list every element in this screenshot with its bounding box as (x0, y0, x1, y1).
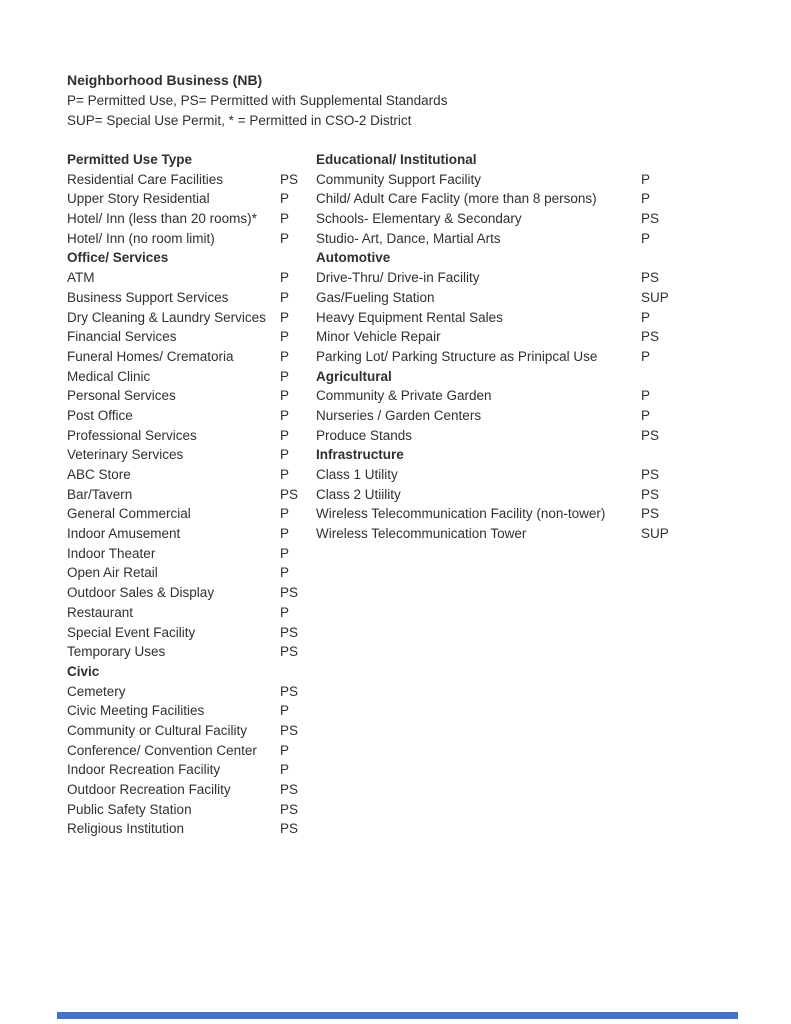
use-row (67, 268, 317, 288)
permission-code: PS (641, 211, 660, 227)
use-name: Minor Vehicle Repair (316, 329, 441, 345)
permission-code: P (280, 289, 290, 305)
use-name: Business Support Services (67, 289, 229, 305)
section-header-row (316, 150, 716, 170)
permission-code: P (280, 467, 290, 482)
use-name: Public Safety Station (67, 801, 192, 817)
use-row (67, 485, 317, 505)
permission-code: PS (280, 782, 299, 797)
use-row (67, 524, 317, 544)
use-row (67, 229, 317, 249)
use-name: Indoor Theater (67, 545, 156, 561)
use-name: Class 1 Utility (316, 467, 398, 482)
permission-code: P (280, 191, 290, 207)
section-header-row (67, 150, 317, 170)
footer-rule (57, 1012, 738, 1019)
use-row (67, 189, 317, 209)
use-row (316, 189, 716, 209)
use-row (67, 819, 317, 839)
use-row (67, 623, 317, 643)
section-header-label: Agricultural (316, 368, 392, 384)
permitted-use-table-right-column (316, 150, 716, 544)
use-row (67, 780, 317, 800)
permission-code: P (641, 191, 651, 207)
permission-code: P (280, 368, 290, 384)
use-row (316, 465, 716, 485)
permitted-use-table-left-column (67, 150, 317, 839)
permission-code: P (280, 388, 290, 404)
use-row (67, 347, 317, 367)
use-row (67, 406, 317, 426)
permission-code: SUP (641, 526, 669, 542)
use-row (67, 288, 317, 308)
permission-code: P (280, 309, 290, 325)
use-row (316, 386, 716, 406)
use-name: Heavy Equipment Rental Sales (316, 309, 503, 325)
use-row (316, 347, 716, 367)
use-row (67, 603, 317, 623)
use-row (67, 800, 317, 820)
use-name: Wireless Telecommunication Tower (316, 526, 527, 542)
use-row (316, 308, 716, 328)
permission-code: PS (641, 506, 660, 522)
section-header-label: Infrastructure (316, 447, 404, 463)
permission-code: PS (280, 821, 299, 837)
permission-code: PS (641, 486, 660, 502)
permission-code: P (641, 171, 651, 187)
legend-line-1: P= Permitted Use, PS= Permitted with Supplemental Standards (67, 92, 448, 108)
use-name: Restaurant (67, 604, 134, 620)
permission-code: P (641, 348, 651, 364)
permission-code: P (641, 388, 651, 404)
use-name: Special Event Facility (67, 624, 196, 640)
use-row (67, 445, 317, 465)
section-header-label: Automotive (316, 250, 391, 266)
use-row (67, 642, 317, 662)
use-name: Funeral Homes/ Crematoria (67, 348, 234, 364)
use-name: Cemetery (67, 683, 126, 699)
use-name: Outdoor Recreation Facility (67, 782, 231, 797)
use-row (67, 544, 317, 564)
permission-code: P (280, 270, 290, 286)
use-name: ABC Store (67, 467, 131, 482)
use-row (67, 701, 317, 721)
use-name: Upper Story Residential (67, 191, 210, 207)
use-name: Residential Care Facilities (67, 171, 224, 187)
use-name: Personal Services (67, 388, 176, 404)
use-row (316, 426, 716, 446)
use-row (316, 209, 716, 229)
permission-code: PS (280, 486, 299, 502)
permission-code: PS (280, 644, 299, 660)
use-name: Produce Stands (316, 427, 413, 443)
use-row (67, 465, 317, 485)
section-header-row (67, 662, 317, 682)
use-name: Temporary Uses (67, 644, 166, 660)
use-name: Veterinary Services (67, 447, 184, 463)
use-name: Indoor Recreation Facility (67, 762, 221, 778)
permission-code: PS (280, 722, 299, 738)
permission-code: P (280, 526, 290, 542)
use-name: Medical Clinic (67, 368, 151, 384)
permission-code: P (280, 407, 290, 423)
use-row (316, 406, 716, 426)
use-row (316, 485, 716, 505)
use-row (67, 721, 317, 741)
section-header-label: Civic (67, 663, 100, 679)
use-name: Indoor Amusement (67, 526, 181, 542)
permission-code: P (641, 407, 651, 423)
permission-code: P (280, 447, 290, 463)
section-header-row (316, 248, 716, 268)
use-name: Religious Institution (67, 821, 185, 837)
use-name: Hotel/ Inn (less than 20 rooms)* (67, 211, 257, 227)
section-header-label: Educational/ Institutional (316, 152, 477, 167)
permission-code: P (280, 230, 290, 246)
use-row (316, 524, 716, 544)
permission-code: P (280, 329, 290, 345)
use-row (67, 583, 317, 603)
use-row (67, 386, 317, 406)
use-name: Community or Cultural Facility (67, 722, 248, 738)
use-name: Open Air Retail (67, 565, 158, 581)
use-name: Community Support Facility (316, 171, 482, 187)
permission-code: P (280, 506, 290, 522)
section-header-row (316, 445, 716, 465)
permission-code: P (280, 742, 290, 758)
legend-line-2: SUP= Special Use Permit, * = Permitted in CSO-2 District (67, 113, 412, 129)
permission-code: PS (641, 427, 660, 443)
permission-code: P (280, 565, 290, 581)
permission-code: P (280, 703, 290, 719)
permission-code: PS (641, 270, 660, 286)
permission-code: P (280, 427, 290, 443)
use-name: Conference/ Convention Center (67, 742, 257, 758)
permission-code: P (641, 230, 651, 246)
use-row (67, 563, 317, 583)
permission-code: PS (280, 801, 299, 817)
permission-code: P (641, 309, 651, 325)
use-row (316, 327, 716, 347)
permission-code: PS (641, 467, 660, 482)
use-name: Civic Meeting Facilities (67, 703, 205, 719)
permission-code: P (280, 762, 290, 778)
use-name: Hotel/ Inn (no room limit) (67, 230, 215, 246)
permission-code: PS (280, 171, 299, 187)
use-name: Dry Cleaning & Laundry Services (67, 309, 266, 325)
document-header (67, 70, 447, 132)
permission-code: P (280, 545, 290, 561)
use-name: Class 2 Utiility (316, 486, 401, 502)
use-name: General Commercial (67, 506, 191, 522)
use-name: Nurseries / Garden Centers (316, 407, 482, 423)
page-title: Neighborhood Business (NB) (67, 72, 263, 88)
permission-code: PS (280, 585, 299, 601)
section-header-row (67, 248, 317, 268)
use-name: Professional Services (67, 427, 197, 443)
use-row (67, 760, 317, 780)
section-header-label: Permitted Use Type (67, 152, 193, 167)
use-name: Schools- Elementary & Secondary (316, 211, 522, 227)
use-name: Financial Services (67, 329, 177, 345)
use-row (67, 327, 317, 347)
use-name: Studio- Art, Dance, Martial Arts (316, 230, 501, 246)
use-row (67, 504, 317, 524)
use-row (316, 288, 716, 308)
use-name: Outdoor Sales & Display (67, 585, 215, 601)
use-name: Post Office (67, 407, 133, 423)
use-name: ATM (67, 270, 95, 286)
use-name: Drive-Thru/ Drive-in Facility (316, 270, 480, 286)
use-name: Gas/Fueling Station (316, 289, 435, 305)
use-name: Wireless Telecommunication Facility (non-tower) (316, 506, 606, 522)
use-name: Community & Private Garden (316, 388, 492, 404)
section-header-row (316, 367, 716, 387)
use-row (316, 268, 716, 288)
use-row (316, 229, 716, 249)
use-row (67, 170, 317, 190)
use-row (67, 367, 317, 387)
use-row (67, 426, 317, 446)
section-header-label: Office/ Services (67, 250, 169, 266)
permission-code: SUP (641, 289, 669, 305)
permission-code: PS (280, 683, 299, 699)
use-name: Parking Lot/ Parking Structure as Prinipcal Use (316, 348, 598, 364)
use-row (67, 209, 317, 229)
use-name: Child/ Adult Care Faclity (more than 8 persons) (316, 191, 597, 207)
permission-code: P (280, 211, 290, 227)
use-row (67, 741, 317, 761)
permission-code: PS (641, 329, 660, 345)
permission-code: PS (280, 624, 299, 640)
use-row (67, 682, 317, 702)
use-row (316, 504, 716, 524)
use-row (316, 170, 716, 190)
use-name: Bar/Tavern (67, 486, 133, 502)
permission-code: P (280, 348, 290, 364)
permission-code: P (280, 604, 290, 620)
use-row (67, 308, 317, 328)
